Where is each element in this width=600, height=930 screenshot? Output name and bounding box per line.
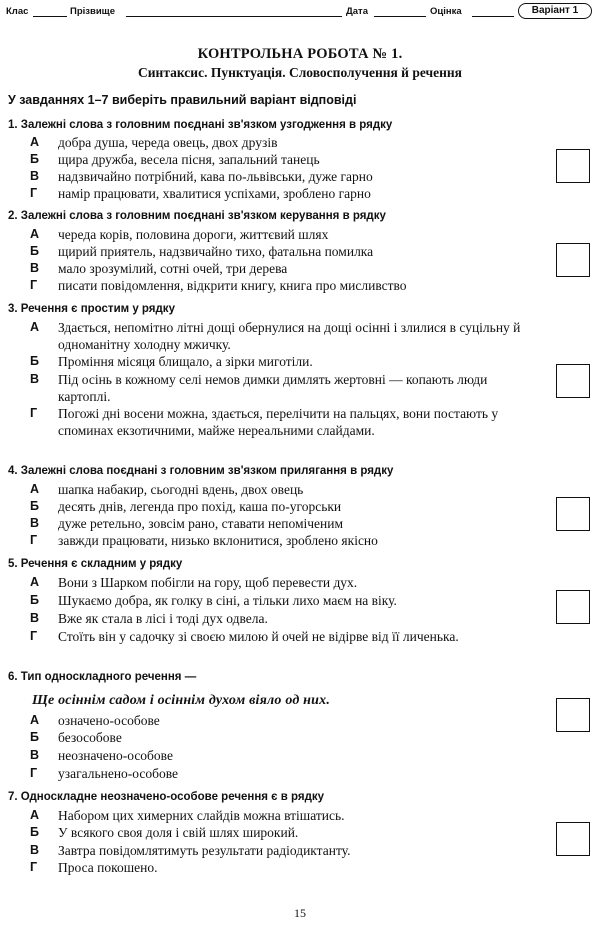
- question-3-answer-box[interactable]: [556, 364, 590, 398]
- question-7-option-a[interactable]: [30, 807, 530, 824]
- option-text: узагальнено-особове: [58, 766, 179, 781]
- option-letter: Б: [30, 730, 39, 744]
- question-1-prompt: 1. Залежні слова з головним поєднані зв'язком узгодження в рядку: [8, 119, 393, 131]
- page-subtitle: Синтаксис. Пунктуація. Словосполучення й речення: [138, 65, 462, 80]
- option-letter: В: [30, 748, 40, 762]
- question-5-option-b[interactable]: [30, 592, 530, 609]
- question-6-option-c[interactable]: [30, 747, 530, 764]
- option-text: писати повідомлення, відкрити книгу, книга про мисливство: [58, 278, 407, 293]
- option-text: безособове: [58, 730, 122, 745]
- option-text: дуже ретельно, зовсім рано, ставати непоміченим: [58, 516, 344, 531]
- option-letter: А: [30, 482, 40, 496]
- question-6-sentence: Ще осіннім садом і осіннім духом віяло од них.: [32, 693, 331, 708]
- option-text: неозначено-особове: [58, 748, 173, 763]
- question-7-prompt: 7. Односкладне неозначено-особове речення є в рядку: [8, 791, 325, 803]
- option-text: У всякого своя доля і свій шлях широкий.: [58, 825, 299, 840]
- question-2-prompt: 2. Залежні слова з головним поєднані зв'язком керування в рядку: [8, 210, 386, 222]
- option-text: щира дружба, весела пісня, запальний танець: [58, 152, 320, 167]
- date-label: Дата: [346, 6, 368, 17]
- question-7-option-b[interactable]: [30, 824, 530, 841]
- question-3-option-b[interactable]: [30, 353, 530, 370]
- option-text: означено-особове: [58, 713, 160, 728]
- option-letter: А: [30, 135, 40, 149]
- option-letter: А: [30, 575, 40, 589]
- option-text: Здається, непомітно літні дощі обернулися на дощі осінні і злилися в суцільну й одноманітну холодну мжичку.: [58, 320, 521, 352]
- option-letter: А: [30, 808, 40, 822]
- option-text: череда корів, половина дороги, життєвий шлях: [58, 227, 329, 242]
- option-letter: Г: [30, 278, 38, 292]
- option-letter: В: [30, 611, 40, 625]
- option-letter: Б: [30, 825, 39, 839]
- question-3-prompt: 3. Речення є простим у рядку: [8, 303, 175, 315]
- option-letter: Б: [30, 244, 39, 258]
- option-letter: В: [30, 261, 40, 275]
- question-6-prompt: 6. Тип односкладного речення —: [8, 671, 197, 683]
- question-4-option-b[interactable]: [30, 498, 530, 515]
- option-letter: Г: [30, 533, 38, 547]
- option-text: Проміння місяця блищало, а зірки миготіли.: [58, 354, 313, 369]
- option-text: мало зрозумілий, сотні очей, три дерева: [58, 261, 288, 276]
- option-text: добра душа, череда овець, двох друзів: [58, 135, 278, 150]
- option-letter: В: [30, 516, 40, 530]
- question-6-option-a[interactable]: [30, 712, 530, 729]
- option-letter: Г: [30, 406, 38, 420]
- question-2-option-c[interactable]: [30, 260, 530, 277]
- option-letter: Г: [30, 860, 38, 874]
- option-letter: В: [30, 169, 40, 183]
- question-4-option-d[interactable]: [30, 532, 530, 549]
- question-3-option-d[interactable]: [30, 405, 530, 439]
- question-2-answer-box[interactable]: [556, 243, 590, 277]
- option-letter: А: [30, 320, 40, 334]
- question-5-option-d[interactable]: [30, 628, 530, 645]
- question-3-option-c[interactable]: [30, 371, 530, 405]
- question-2-option-b[interactable]: [30, 243, 530, 260]
- surname-label: Прізвище: [70, 6, 115, 17]
- question-4-option-c[interactable]: [30, 515, 530, 532]
- option-text: завжди працювати, низько вклонитися, зроблено якісно: [58, 533, 378, 548]
- grade-label: Оцінка: [430, 6, 462, 17]
- page-title: КОНТРОЛЬНА РОБОТА № 1.: [197, 46, 403, 62]
- option-letter: Г: [30, 766, 38, 780]
- question-6-option-b[interactable]: [30, 729, 530, 746]
- page-number: 15: [294, 906, 306, 920]
- question-1-answer-box[interactable]: [556, 149, 590, 183]
- option-letter: Б: [30, 499, 39, 513]
- question-7-answer-box[interactable]: [556, 822, 590, 856]
- grade-field[interactable]: [472, 16, 514, 17]
- option-text: щирий приятель, надзвичайно тихо, фатальна помилка: [58, 244, 374, 259]
- question-1-option-c[interactable]: [30, 168, 530, 185]
- option-letter: Г: [30, 629, 38, 643]
- option-letter: А: [30, 227, 40, 241]
- option-letter: В: [30, 843, 40, 857]
- question-1-option-d[interactable]: [30, 185, 530, 202]
- question-3-option-a[interactable]: [30, 319, 530, 353]
- question-7-option-c[interactable]: [30, 842, 530, 859]
- option-text: надзвичайно потрібний, кава по-львівськи, дуже гарно: [58, 169, 373, 184]
- option-text: Під осінь в кожному селі немов димки димлять жертовні — копають люди картоплі.: [58, 372, 488, 404]
- question-4-answer-box[interactable]: [556, 497, 590, 531]
- question-5-answer-box[interactable]: [556, 590, 590, 624]
- option-text: Вже як стала в лісі і тоді дух одвела.: [58, 611, 268, 626]
- option-text: Набором цих химерних слайдів можна втішатись.: [58, 808, 345, 823]
- option-text: Вони з Шарком побігли на гору, щоб перевести дух.: [58, 575, 358, 590]
- option-letter: Б: [30, 354, 39, 368]
- question-2-option-a[interactable]: [30, 226, 530, 243]
- option-text: Погожі дні восени можна, здається, перелічити на пальцях, вони постають у споминах екзотичними, майже нереальними слайдами.: [58, 406, 499, 438]
- question-5-option-c[interactable]: [30, 610, 530, 627]
- option-letter: Б: [30, 593, 39, 607]
- option-text: Завтра повідомлятимуть результати радіодиктанту.: [58, 843, 351, 858]
- variant-badge: Варіант 1: [518, 3, 592, 19]
- option-text: десять днів, легенда про похід, каша по-угорськи: [58, 499, 342, 514]
- option-letter: Г: [30, 186, 38, 200]
- question-1-option-b[interactable]: [30, 151, 530, 168]
- instruction: У завданнях 1–7 виберіть правильний варіант відповіді: [8, 93, 357, 107]
- question-5-option-a[interactable]: [30, 574, 530, 591]
- option-text: Шукаємо добра, як голку в сіні, а тільки лихо маєм на віку.: [58, 593, 397, 608]
- header: [6, 3, 594, 21]
- question-6-option-d[interactable]: [30, 765, 530, 782]
- class-field[interactable]: [33, 16, 67, 17]
- surname-field[interactable]: [126, 16, 342, 17]
- option-text: Проса покошено.: [58, 860, 158, 875]
- question-4-prompt: 4. Залежні слова поєднані з головним зв'язком прилягання в рядку: [8, 465, 394, 477]
- question-6-answer-box[interactable]: [556, 698, 590, 732]
- option-text: Стоїть він у садочку зі своєю милою й очей не відірве від її личенька.: [58, 629, 459, 644]
- option-letter: Б: [30, 152, 39, 166]
- option-letter: А: [30, 713, 40, 727]
- option-text: шапка набакир, сьогодні вдень, двох овець: [58, 482, 304, 497]
- question-4-option-a[interactable]: [30, 481, 530, 498]
- question-1-option-a[interactable]: [30, 134, 530, 151]
- question-5-prompt: 5. Речення є складним у рядку: [8, 558, 183, 570]
- option-letter: В: [30, 372, 40, 386]
- question-7-option-d[interactable]: [30, 859, 530, 876]
- class-label: Клас: [6, 6, 29, 17]
- question-2-option-d[interactable]: [30, 277, 530, 294]
- date-field[interactable]: [374, 16, 426, 17]
- option-text: намір працювати, хвалитися успіхами, зроблено гарно: [58, 186, 371, 201]
